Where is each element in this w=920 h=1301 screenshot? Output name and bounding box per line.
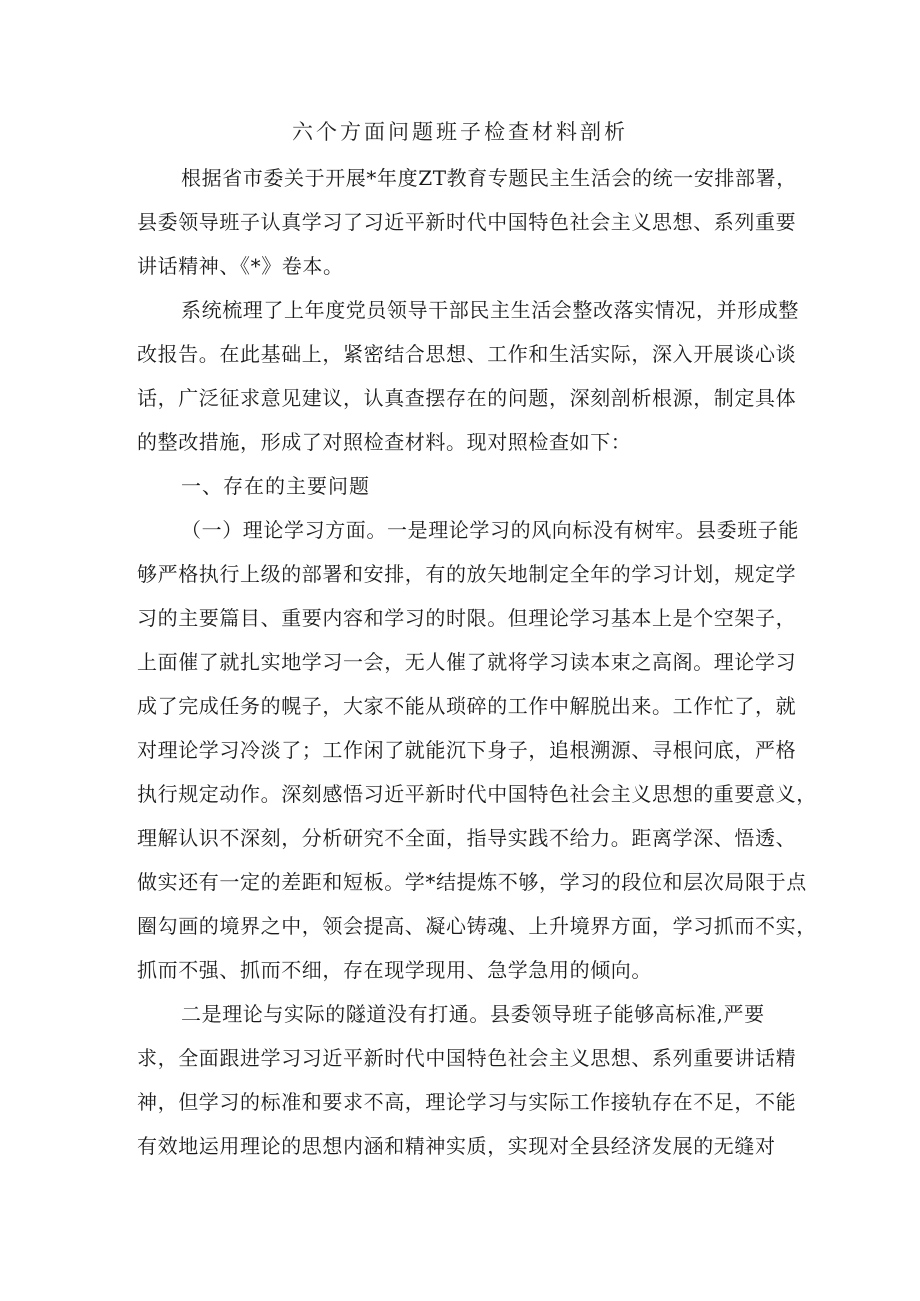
paragraph-line: 县委领导班子认真学习了习近平新时代中国特色社会主义思想、系列重要 xyxy=(137,210,797,234)
paragraph-line: 有效地运用理论的思想内涵和精神实质，实现对全县经济发展的无缝对 xyxy=(137,1134,776,1158)
document-title: 六个方面问题班子检查材料剖析 xyxy=(292,120,628,144)
section-heading: 一、存在的主要问题 xyxy=(181,474,370,498)
paragraph-line: 够严格执行上级的部署和安排，有的放矢地制定全年的学习计划，规定学 xyxy=(137,562,797,586)
paragraph-line: 习的主要篇目、重要内容和学习的时限。但理论学习基本上是个空架子， xyxy=(137,606,797,630)
paragraph-line: 做实还有一定的差距和短板。学*结提炼不够，学习的段位和层次局限于点 xyxy=(137,870,807,894)
paragraph-line: 求，全面跟进学习习近平新时代中国特色社会主义思想、系列重要讲话精 xyxy=(137,1046,797,1070)
paragraph-line: 改报告。在此基础上，紧密结合思想、工作和生活实际，深入开展谈心谈 xyxy=(137,342,797,366)
paragraph-line: 讲话精神、《*》卷本。 xyxy=(137,254,344,278)
paragraph-line: 话，广泛征求意见建议，认真查摆存在的问题，深刻剖析根源，制定具体 xyxy=(137,386,797,410)
paragraph-line: （一）理论学习方面。一是理论学习的风向标没有树牢。县委班子能 xyxy=(181,518,799,542)
paragraph-line: 上面催了就扎实地学习一会，无人催了就将学习读本束之高阁。理论学习 xyxy=(137,650,797,674)
paragraph-line: 系统梳理了上年度党员领导干部民主生活会整改落实情况，并形成整 xyxy=(181,298,799,322)
paragraph-line: 神，但学习的标准和要求不高，理论学习与实际工作接轨存在不足，不能 xyxy=(137,1090,797,1114)
paragraph-line: 根据省市委关于开展*年度ZT教育专题民主生活会的统一安排部署， xyxy=(181,166,797,190)
paragraph-line: 的整改措施，形成了对照检查材料。现对照检查如下： xyxy=(137,430,632,454)
paragraph-line: 成了完成任务的幌子，大家不能从琐碎的工作中解脱出来。工作忙了，就 xyxy=(137,694,797,718)
paragraph-line: 执行规定动作。深刻感悟习近平新时代中国特色社会主义思想的重要意义， xyxy=(137,782,817,806)
paragraph-line: 抓而不强、抓而不细，存在现学现用、急学急用的倾向。 xyxy=(137,958,652,982)
paragraph-line: 圈勾画的境界之中，领会提高、凝心铸魂、上升境界方面，学习抓而不实， xyxy=(137,914,817,938)
paragraph-line: 理解认识不深刻，分析研究不全面，指导实践不给力。距离学深、悟透、 xyxy=(137,826,797,850)
paragraph-line: 二是理论与实际的隧道没有打通。县委领导班子能够高标准,严要 xyxy=(181,1002,765,1026)
paragraph-line: 对理论学习冷淡了；工作闲了就能沉下身子，追根溯源、寻根问底，严格 xyxy=(137,738,797,762)
